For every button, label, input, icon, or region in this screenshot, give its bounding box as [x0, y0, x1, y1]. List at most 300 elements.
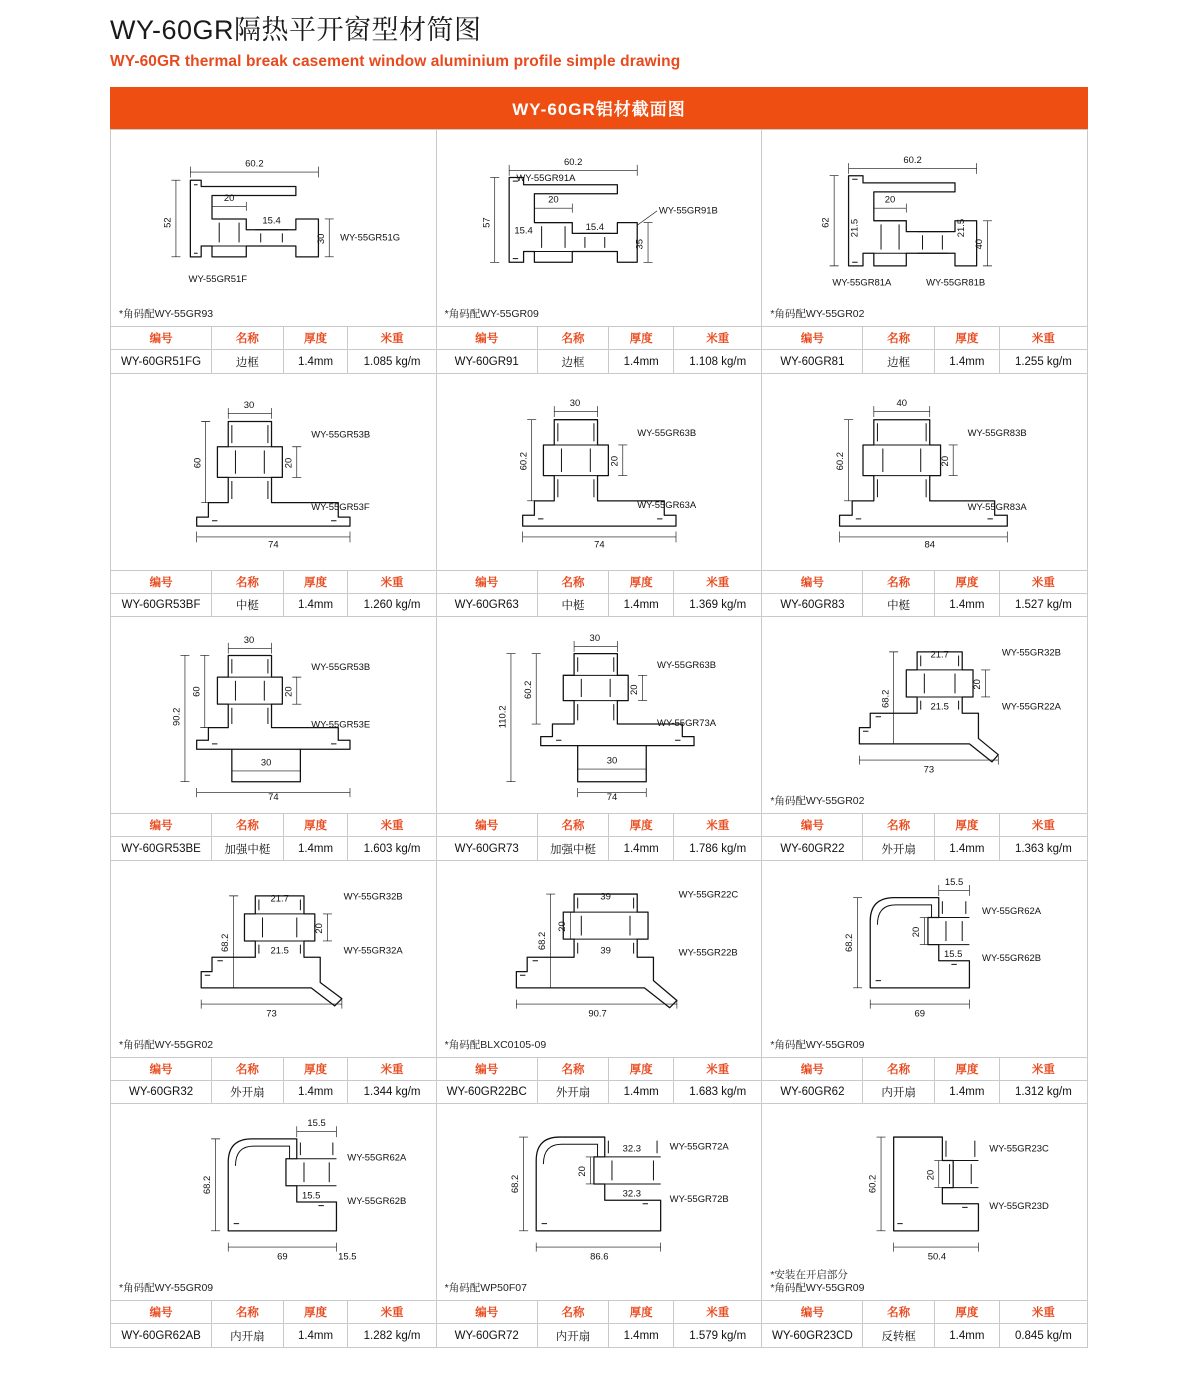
spec-table	[762, 326, 1087, 373]
th-name: 名称	[537, 1301, 608, 1324]
part-label: WY-55GR53B	[311, 429, 371, 441]
cell-name: 中梃	[863, 593, 934, 616]
spec-table	[762, 1057, 1087, 1104]
dim-value: 60.2	[517, 451, 529, 471]
dim-value: 21.5	[956, 219, 968, 238]
th-weight: 米重	[999, 1301, 1087, 1324]
th-thickness: 厚度	[934, 814, 999, 837]
dim-value: 30	[260, 757, 272, 769]
th-name: 名称	[212, 1301, 283, 1324]
dim-value: 69	[914, 1008, 926, 1020]
cell-name: 内开扇	[212, 1324, 283, 1347]
part-label: WY-55GR62A	[982, 905, 1042, 917]
th-code: 编号	[437, 814, 538, 837]
spec-table	[762, 813, 1087, 860]
dim-value: 68.2	[220, 933, 232, 952]
cell-name: 边框	[537, 350, 608, 373]
table-row	[762, 350, 1087, 373]
section-banner: WY-60GR铝材截面图	[110, 87, 1088, 129]
table-row	[762, 837, 1087, 860]
dim-value: 68.2	[880, 689, 892, 709]
dim-value: 60	[192, 457, 204, 469]
profile-drawing	[762, 130, 1087, 326]
table-header-row	[762, 1301, 1087, 1324]
dim-value: 40	[974, 239, 986, 250]
profile-drawing	[762, 374, 1087, 570]
dim-value: 20	[547, 195, 559, 207]
part-label: WY-55GR72A	[669, 1142, 729, 1154]
page-title: WY-60GR隔热平开窗型材简图	[110, 15, 482, 45]
part-label: WY-55GR83A	[967, 501, 1027, 513]
spec-table	[111, 813, 436, 860]
dim-value: 15.4	[585, 222, 604, 234]
cell-weight: 1.683 kg/m	[674, 1080, 762, 1103]
profile-note: *角码配WY-55GR09	[770, 1038, 865, 1051]
spec-table	[437, 326, 762, 373]
th-name: 名称	[863, 814, 934, 837]
dim-value: 110.2	[497, 705, 509, 729]
dim-value: 20	[283, 686, 295, 698]
th-code: 编号	[437, 1057, 538, 1080]
dim-value: 21.5	[849, 219, 861, 238]
dim-value: 60.2	[522, 680, 534, 700]
cell-code: WY-60GR32	[111, 1080, 212, 1103]
profile-note: *角码配WP50F07	[444, 1282, 527, 1295]
cell-name: 内开扇	[863, 1080, 934, 1103]
table-row	[762, 1080, 1087, 1103]
profile-note-line: *角码配WY-55GR09	[770, 1282, 865, 1295]
part-label: WY-55GR22A	[1002, 701, 1062, 713]
profile-drawing	[762, 1104, 1087, 1300]
part-label: WY-55GR73A	[656, 718, 716, 730]
dim-value: 15.5	[307, 1118, 326, 1130]
dim-value: 20	[911, 926, 923, 938]
cell-thickness: 1.4mm	[934, 1080, 999, 1103]
profile-cell-wy-60gr22bc	[437, 861, 763, 1105]
table-row	[111, 350, 436, 373]
th-weight: 米重	[999, 327, 1087, 350]
dim-value: 15.5	[302, 1190, 321, 1202]
part-label: WY-55GR83B	[967, 427, 1027, 439]
th-weight: 米重	[674, 1301, 762, 1324]
th-thickness: 厚度	[283, 1301, 348, 1324]
cell-weight: 1.312 kg/m	[999, 1080, 1087, 1103]
part-label: WY-55GR91B	[658, 205, 718, 217]
profile-drawing	[111, 1104, 436, 1300]
dim-value: 30	[243, 399, 255, 411]
part-label: WY-55GR22C	[678, 889, 738, 901]
profile-drawing	[111, 861, 436, 1057]
th-thickness: 厚度	[934, 327, 999, 350]
th-code: 编号	[111, 327, 212, 350]
th-thickness: 厚度	[934, 570, 999, 593]
table-row	[111, 593, 436, 616]
table-header-row	[437, 1301, 762, 1324]
dim-value: 15.5	[338, 1252, 357, 1264]
part-label: WY-55GR23D	[989, 1201, 1050, 1213]
spec-table	[437, 813, 762, 860]
cell-thickness: 1.4mm	[283, 350, 348, 373]
cell-weight: 1.108 kg/m	[674, 350, 762, 373]
cell-thickness: 1.4mm	[283, 1324, 348, 1347]
th-name: 名称	[212, 814, 283, 837]
dim-value: 20	[972, 679, 984, 690]
table-header-row	[111, 1057, 436, 1080]
profile-note: *角码配WY-55GR02	[770, 795, 865, 808]
cell-name: 外开扇	[537, 1080, 608, 1103]
part-label: WY-55GR51F	[188, 274, 248, 286]
cell-thickness: 1.4mm	[934, 837, 999, 860]
cell-thickness: 1.4mm	[283, 593, 348, 616]
cell-code: WY-60GR72	[437, 1324, 538, 1347]
th-weight: 米重	[674, 570, 762, 593]
dim-value: 20	[223, 193, 235, 205]
th-thickness: 厚度	[934, 1301, 999, 1324]
dim-value: 15.5	[945, 876, 964, 888]
th-code: 编号	[762, 814, 863, 837]
table-header-row	[762, 327, 1087, 350]
dim-value: 30	[569, 398, 580, 410]
profile-note: *角码配WY-55GR09	[119, 1282, 214, 1295]
table-header-row	[437, 327, 762, 350]
th-thickness: 厚度	[609, 1057, 674, 1080]
dim-value: 90.2	[171, 707, 183, 727]
cell-code: WY-60GR81	[762, 350, 863, 373]
dim-value: 21.5	[270, 945, 289, 957]
dim-value: 74	[606, 792, 617, 804]
th-name: 名称	[537, 1057, 608, 1080]
cell-name: 加强中梃	[537, 837, 608, 860]
cell-code: WY-60GR51FG	[111, 350, 212, 373]
profile-note: *角码配WY-55GR02	[770, 308, 865, 321]
table-row	[437, 1080, 762, 1103]
cell-thickness: 1.4mm	[609, 837, 674, 860]
profile-cell-wy-60gr72	[437, 1104, 763, 1348]
cell-weight: 1.527 kg/m	[999, 593, 1087, 616]
dim-value: 60.2	[563, 157, 583, 169]
th-code: 编号	[762, 570, 863, 593]
dim-value: 52	[162, 217, 174, 229]
dim-value: 20	[314, 922, 326, 934]
profile-note: *角码配BLXC0105-09	[444, 1038, 547, 1051]
dim-value: 30	[315, 233, 327, 245]
dim-value: 90.7	[587, 1008, 607, 1020]
th-name: 名称	[863, 570, 934, 593]
dim-value: 15.4	[514, 225, 533, 237]
part-label: WY-55GR22B	[678, 947, 738, 959]
table-row	[437, 593, 762, 616]
cell-weight: 0.845 kg/m	[999, 1324, 1087, 1347]
table-header-row	[111, 814, 436, 837]
profile-cell-wy-60gr62	[762, 861, 1088, 1105]
cell-code: WY-60GR63	[437, 593, 538, 616]
cell-weight: 1.344 kg/m	[348, 1080, 436, 1103]
cell-weight: 1.369 kg/m	[674, 593, 762, 616]
profile-drawing	[437, 130, 762, 326]
th-name: 名称	[212, 327, 283, 350]
cell-thickness: 1.4mm	[609, 1080, 674, 1103]
part-label: WY-55GR32A	[343, 945, 403, 957]
table-row	[111, 837, 436, 860]
table-row	[762, 593, 1087, 616]
cell-name: 边框	[212, 350, 283, 373]
cell-thickness: 1.4mm	[934, 350, 999, 373]
cell-weight: 1.255 kg/m	[999, 350, 1087, 373]
dim-value: 50.4	[928, 1252, 947, 1264]
th-name: 名称	[863, 327, 934, 350]
profile-cell-wy-60gr51fg	[111, 130, 437, 374]
dim-value: 39	[600, 891, 611, 903]
spec-table	[762, 1300, 1087, 1347]
dim-value: 39	[600, 945, 611, 957]
profile-cell-wy-60gr91	[437, 130, 763, 374]
cell-weight: 1.579 kg/m	[674, 1324, 762, 1347]
profile-drawing	[111, 374, 436, 570]
dim-value: 15.5	[944, 949, 963, 961]
dim-value: 30	[589, 633, 600, 645]
dim-value: 20	[556, 921, 568, 932]
spec-table	[111, 1057, 436, 1104]
dim-value: 32.3	[622, 1188, 641, 1200]
dim-value: 20	[925, 1170, 937, 1181]
part-label: WY-55GR53B	[311, 662, 371, 674]
cell-code: WY-60GR62	[762, 1080, 863, 1103]
cell-weight: 1.786 kg/m	[674, 837, 762, 860]
spec-table	[111, 1300, 436, 1347]
profile-drawing	[111, 617, 436, 813]
cell-code: WY-60GR22	[762, 837, 863, 860]
table-row	[762, 1324, 1087, 1347]
dim-value: 73	[266, 1008, 277, 1020]
spec-table	[762, 570, 1087, 617]
profile-cell-wy-60gr83	[762, 374, 1088, 618]
dim-value: 57	[480, 217, 492, 229]
th-name: 名称	[537, 327, 608, 350]
cell-name: 加强中梃	[212, 837, 283, 860]
cell-code: WY-60GR91	[437, 350, 538, 373]
table-header-row	[762, 814, 1087, 837]
th-code: 编号	[437, 1301, 538, 1324]
part-label: WY-55GR72B	[669, 1194, 729, 1206]
dim-value: 74	[268, 792, 279, 804]
th-name: 名称	[863, 1057, 934, 1080]
spec-table	[437, 1300, 762, 1347]
th-code: 编号	[437, 570, 538, 593]
part-label: WY-55GR91A	[516, 173, 576, 185]
cell-code: WY-60GR22BC	[437, 1080, 538, 1103]
th-weight: 米重	[348, 1301, 436, 1324]
profile-cell-wy-60gr53bf	[111, 374, 437, 618]
cell-weight: 1.260 kg/m	[348, 593, 436, 616]
dim-value: 20	[576, 1166, 588, 1177]
cell-code: WY-60GR83	[762, 593, 863, 616]
dim-value: 15.4	[262, 215, 281, 227]
cell-code: WY-60GR53BF	[111, 593, 212, 616]
th-code: 编号	[111, 570, 212, 593]
dim-value: 62	[821, 217, 833, 229]
part-label: WY-55GR53F	[311, 501, 370, 513]
dim-value: 20	[940, 455, 952, 467]
cell-name: 外开扇	[863, 837, 934, 860]
dim-value: 21.5	[930, 701, 950, 713]
cell-thickness: 1.4mm	[609, 350, 674, 373]
part-label: WY-55GR63A	[636, 499, 696, 511]
profile-drawing	[762, 617, 1087, 813]
table-row	[111, 1324, 436, 1347]
table-header-row	[111, 570, 436, 593]
dim-value: 68.2	[509, 1175, 521, 1194]
part-label: WY-55GR63B	[636, 427, 696, 439]
profile-cell-wy-60gr63	[437, 374, 763, 618]
profile-cell-wy-60gr81	[762, 130, 1088, 374]
profile-grid	[110, 129, 1088, 1348]
th-thickness: 厚度	[934, 1057, 999, 1080]
dim-value: 30	[606, 756, 617, 768]
th-weight: 米重	[348, 327, 436, 350]
th-code: 编号	[111, 1057, 212, 1080]
part-label: WY-55GR23C	[989, 1143, 1050, 1155]
spec-table	[437, 1057, 762, 1104]
profile-drawing	[437, 1104, 762, 1300]
th-thickness: 厚度	[609, 1301, 674, 1324]
part-label: WY-55GR62B	[347, 1196, 407, 1208]
cell-weight: 1.603 kg/m	[348, 837, 436, 860]
th-thickness: 厚度	[283, 327, 348, 350]
part-label: WY-55GR62A	[347, 1152, 407, 1164]
th-weight: 米重	[999, 814, 1087, 837]
dim-value: 86.6	[589, 1252, 609, 1264]
part-label: WY-55GR62B	[982, 952, 1042, 964]
table-header-row	[437, 570, 762, 593]
th-code: 编号	[111, 814, 212, 837]
cell-thickness: 1.4mm	[934, 593, 999, 616]
cell-name: 外开扇	[212, 1080, 283, 1103]
part-label: WY-55GR51G	[340, 233, 401, 245]
th-name: 名称	[863, 1301, 934, 1324]
profile-drawing	[437, 861, 762, 1057]
profile-note	[770, 1269, 864, 1295]
part-label: WY-55GR53E	[311, 720, 371, 732]
cell-code: WY-60GR62AB	[111, 1324, 212, 1347]
th-thickness: 厚度	[283, 814, 348, 837]
cell-name: 中梃	[212, 593, 283, 616]
spec-table	[111, 570, 436, 617]
dim-value: 74	[268, 539, 279, 551]
cell-code: WY-60GR53BE	[111, 837, 212, 860]
table-header-row	[437, 1057, 762, 1080]
cell-thickness: 1.4mm	[609, 1324, 674, 1347]
th-thickness: 厚度	[283, 1057, 348, 1080]
th-code: 编号	[762, 327, 863, 350]
dim-value: 73	[923, 765, 935, 777]
th-weight: 米重	[674, 327, 762, 350]
cell-name: 边框	[863, 350, 934, 373]
cell-code: WY-60GR73	[437, 837, 538, 860]
cell-name: 内开扇	[537, 1324, 608, 1347]
profile-cell-wy-60gr22	[762, 617, 1088, 861]
cell-thickness: 1.4mm	[609, 593, 674, 616]
th-code: 编号	[762, 1301, 863, 1324]
th-name: 名称	[537, 570, 608, 593]
dim-value: 40	[896, 398, 908, 410]
table-row	[437, 837, 762, 860]
profile-note: *角码配WY-55GR93	[119, 308, 214, 321]
dim-value: 21.7	[930, 649, 950, 661]
part-label: WY-55GR32B	[343, 891, 403, 903]
profile-drawing	[762, 861, 1087, 1057]
page-subtitle: WY-60GR thermal break casement window aluminium profile simple drawing	[110, 53, 681, 71]
dim-value: 60.2	[835, 451, 847, 471]
dim-value: 74	[593, 539, 605, 551]
dim-value: 20	[628, 684, 640, 696]
cell-code: WY-60GR23CD	[762, 1324, 863, 1347]
profile-cell-wy-60gr73	[437, 617, 763, 861]
dim-value: 32.3	[622, 1143, 641, 1155]
profile-drawing	[111, 130, 436, 326]
spec-table	[111, 326, 436, 373]
dim-value: 68.2	[202, 1176, 214, 1195]
dim-value: 68.2	[844, 933, 856, 952]
dim-value: 60.2	[903, 155, 923, 167]
dim-value: 20	[609, 455, 621, 467]
dim-value: 20	[885, 195, 896, 207]
profile-cell-wy-60gr62ab	[111, 1104, 437, 1348]
th-weight: 米重	[348, 814, 436, 837]
dim-value: 69	[277, 1252, 288, 1264]
dim-value: 35	[634, 239, 646, 250]
profile-note-line: *安装在开启部分	[770, 1269, 848, 1282]
spec-table	[437, 570, 762, 617]
part-label: WY-55GR32B	[1002, 647, 1062, 659]
cell-weight: 1.085 kg/m	[348, 350, 436, 373]
cell-thickness: 1.4mm	[283, 1080, 348, 1103]
th-thickness: 厚度	[609, 570, 674, 593]
profile-drawing	[437, 374, 762, 570]
th-code: 编号	[437, 327, 538, 350]
table-row	[437, 1324, 762, 1347]
th-weight: 米重	[348, 1057, 436, 1080]
dim-value: 68.2	[536, 931, 548, 951]
part-label: WY-55GR63B	[656, 660, 716, 672]
part-label: WY-55GR81B	[926, 278, 986, 290]
page-header	[0, 0, 1198, 71]
table-header-row	[437, 814, 762, 837]
table-header-row	[762, 1057, 1087, 1080]
cell-thickness: 1.4mm	[934, 1324, 999, 1347]
dim-value: 60.2	[245, 159, 264, 171]
th-thickness: 厚度	[609, 814, 674, 837]
cell-name: 中梃	[537, 593, 608, 616]
th-name: 名称	[212, 1057, 283, 1080]
dim-value: 60	[191, 686, 203, 698]
profile-note: *角码配WY-55GR09	[444, 308, 539, 321]
part-label: WY-55GR81A	[832, 278, 892, 290]
th-weight: 米重	[674, 1057, 762, 1080]
th-name: 名称	[537, 814, 608, 837]
th-name: 名称	[212, 570, 283, 593]
cell-weight: 1.282 kg/m	[348, 1324, 436, 1347]
profile-note: *角码配WY-55GR02	[119, 1038, 214, 1051]
th-code: 编号	[762, 1057, 863, 1080]
th-weight: 米重	[674, 814, 762, 837]
cell-weight: 1.363 kg/m	[999, 837, 1087, 860]
table-row	[111, 1080, 436, 1103]
dim-value: 60.2	[867, 1175, 879, 1194]
dim-value: 84	[924, 539, 936, 551]
dim-value: 21.7	[270, 893, 289, 905]
cell-name: 反转框	[863, 1324, 934, 1347]
table-header-row	[111, 1301, 436, 1324]
